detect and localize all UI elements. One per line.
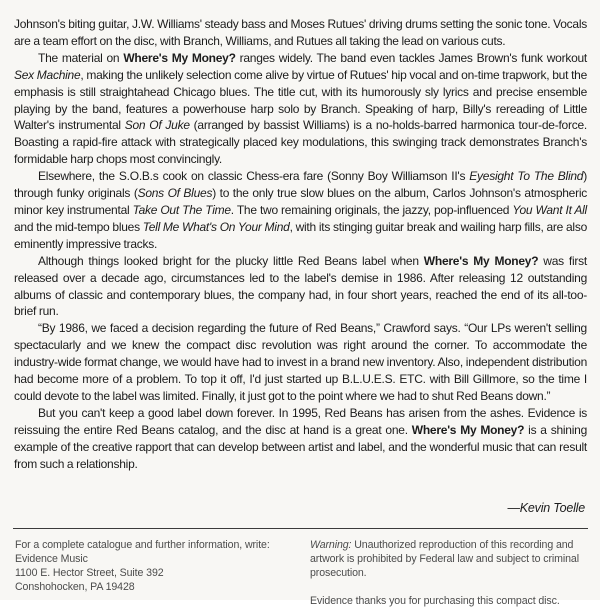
text-run: Elsewhere, the S.O.B.s cook on classic Chess-era fare (Sonny Boy Williamson II's [38,169,470,184]
text-run: Sons Of Blues [137,186,213,201]
paragraph-4 [14,253,587,321]
footer-address-line: Conshohocken, PA 19428 [15,581,135,593]
paragraph-5 [14,320,587,405]
text-run: Sex Machine [14,67,81,82]
text-run: (arranged by bassist Williams) is a no-holds-barred harmonica tour-de-force. Boasting a rapid-fire attack with strategically placed key modulations, this swinging track demonstrates Branch's formidable harp chops most convincingly. [14,118,587,167]
text-run: ) to the only true slow blues on the album, Carlos Johnson's atmospheric minor key instrumental [14,186,588,217]
text-run: Although things looked bright for the plucky little Red Beans label when [38,253,424,268]
paragraph-6 [14,405,587,473]
text-run: is a shining example of the creative rapport that can develop between artist and label, and the wonderful music that can result from such a relationship. [14,422,587,471]
text-run: ranges widely. The band even tackles James Brown's funk workout [235,50,588,65]
text-run: Unauthorized reproduction of this recording and artwork is prohibited by Federal law and subject to criminal prosecution. [310,539,579,579]
footer-divider-line [13,528,588,529]
warning-text [310,538,588,580]
byline: —Kevin Toelle [507,501,585,515]
text-run: You Want It All [512,202,587,217]
text-run: Johnson's biting guitar, J.W. Williams' steady bass and Moses Rutues' driving drums setting the sonic tone. Vocals are a team effort on the disc, with Branch, Williams, and Rutues all taking the lead on various cuts. [14,17,587,48]
text-run: Tell Me What's On Your Mind [142,219,290,234]
footer-address-block [15,538,310,608]
footer-address-line: Evidence Music [15,553,88,565]
text-run: “By 1986, we faced a decision regarding the future of Red Beans,” Crawford says. “Our LPs weren't selling spectacularly and we knew the compact disc revolution was right around the corner. To accommodate the industry-wide format change, we would have had to invest in a brand new inventory. Also, independent distribution had become more of a problem. To top it off, I'd just started up B.L.U.E.S. ETC. with Bill Gillmore, so the time I could devote to the label was limited. Finally, it just got to the point where we had to shut Red Beans down.” [14,321,587,403]
text-run: and the mid-tempo blues [14,219,143,234]
footer [15,538,588,608]
text-run: ) through funky originals ( [14,169,587,201]
text-run: . The two remaining originals, the jazzy, pop-influenced [230,202,513,217]
paragraph-2 [14,50,587,168]
text-run: was first released over a decade ago, circumstances led to the label's demise in 1986. After releasing 12 outstanding albums of classic and contemporary blues, the company had, in four short years, reached the end of its all-too-brief run. [14,253,587,319]
text-run: Eyesight To The Blind [469,169,584,184]
text-run: But you can't keep a good label down forever. In 1995, Red Beans has arisen from the ashes. Evidence is reissuing the entire Red Beans catalog, and the disc at hand is a great one. [14,405,587,437]
text-run: Warning: [310,539,352,551]
text-run: Where's My Money? [411,422,525,437]
text-run: The material on [38,50,124,65]
text-run: Son Of Juke [124,118,190,133]
thanks-text: Evidence thanks you for purchasing this compact disc. [310,595,560,607]
paragraph-1 [14,16,587,50]
liner-notes-article [14,16,587,498]
text-run: , with its stinging guitar break and wailing harp fills, are also eminently impressive tracks. [14,219,587,251]
footer-address-line: 1100 E. Hector Street, Suite 392 [15,567,164,579]
text-run: Take Out The Time [132,202,231,217]
text-run: , making the unlikely selection come alive by virtue of Rutues' hip vocal and on-time trapwork, but the emphasis is still straightahead Chicago blues. The title cut, with its humorously sly lyrics and precise ensemble playing by the band, features a powerhouse harp solo by Branch. Speaking of harp, Billy's rereading of Little Walter's instrumental [14,67,587,133]
text-run: Where's My Money? [423,253,539,268]
footer-legal-block [310,538,588,608]
footer-address-line: For a complete catalogue and further information, write: [15,539,270,551]
paragraph-3 [14,168,587,253]
text-run: Where's My Money? [123,50,236,65]
